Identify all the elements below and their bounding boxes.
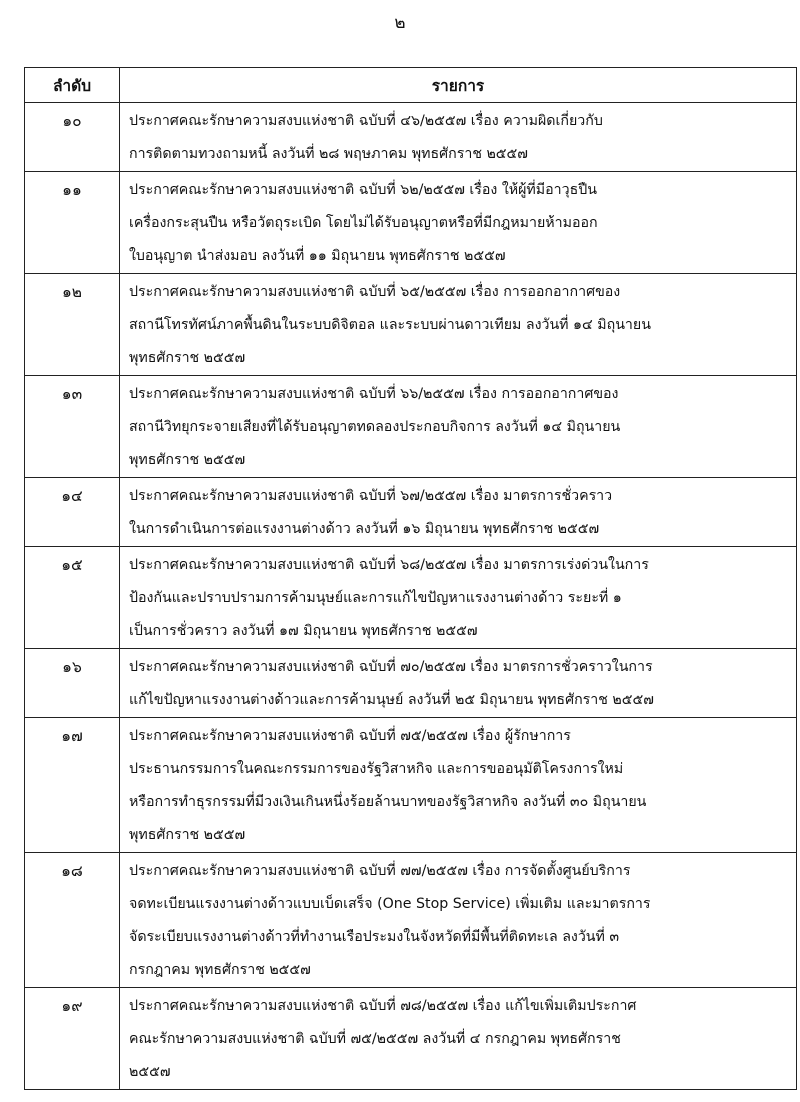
- row-order-number: ๑๙: [25, 988, 120, 1090]
- table-row: [25, 172, 797, 274]
- table-header-row: [25, 68, 797, 103]
- row-item-text: [120, 274, 797, 376]
- item-text-line: ประกาศคณะรักษาความสงบแห่งชาติ ฉบับที่ ๖๕/๒๕๕๗ เรื่อง การออกอากาศของ: [129, 284, 621, 300]
- row-item-text: [120, 478, 797, 547]
- item-text-line: ประกาศคณะรักษาความสงบแห่งชาติ ฉบับที่ ๗๘/๒๕๕๗ เรื่อง แก้ไขเพิ่มเติมประกาศ: [129, 998, 637, 1014]
- table-row: [25, 649, 797, 718]
- item-text-line: สถานีโทรทัศน์ภาคพื้นดินในระบบดิจิตอล และระบบผ่านดาวเทียม ลงวันที่ ๑๔ มิถุนายน: [129, 317, 651, 333]
- header-order: ลำดับ: [25, 68, 120, 103]
- item-text-line: ใบอนุญาต นำส่งมอบ ลงวันที่ ๑๑ มิถุนายน พุทธศักราช ๒๕๕๗: [129, 248, 506, 264]
- item-text-line: แก้ไขปัญหาแรงงานต่างด้าวและการค้ามนุษย์ ลงวันที่ ๒๕ มิถุนายน พุทธศักราช ๒๕๕๗: [129, 692, 654, 708]
- row-order-number: ๑๓: [25, 376, 120, 478]
- item-text-line: ประกาศคณะรักษาความสงบแห่งชาติ ฉบับที่ ๗๗/๒๕๕๗ เรื่อง การจัดตั้งศูนย์บริการ: [129, 863, 631, 879]
- item-text-line: ประกาศคณะรักษาความสงบแห่งชาติ ฉบับที่ ๖๒/๒๕๕๗ เรื่อง ให้ผู้ที่มีอาวุธปืน: [129, 182, 597, 198]
- table-row: [25, 376, 797, 478]
- item-text-line: ๒๕๕๗: [129, 1064, 171, 1080]
- row-order-number: ๑๘: [25, 853, 120, 988]
- item-text-line: ประกาศคณะรักษาความสงบแห่งชาติ ฉบับที่ ๗๐/๒๕๕๗ เรื่อง มาตรการชั่วคราวในการ: [129, 659, 653, 675]
- item-text-line: ประธานกรรมการในคณะกรรมการของรัฐวิสาหกิจ และการขออนุมัติโครงการใหม่: [129, 761, 624, 777]
- row-item-text: [120, 103, 797, 172]
- item-text-line: เครื่องกระสุนปืน หรือวัตถุระเบิด โดยไม่ได้รับอนุญาตหรือที่มีกฎหมายห้ามออก: [129, 215, 598, 231]
- row-order-number: ๑๐: [25, 103, 120, 172]
- item-text-line: คณะรักษาความสงบแห่งชาติ ฉบับที่ ๗๕/๒๕๕๗ ลงวันที่ ๔ กรกฎาคม พุทธศักราช: [129, 1031, 621, 1047]
- row-item-text: [120, 547, 797, 649]
- item-text-line: การติดตามทวงถามหนี้ ลงวันที่ ๒๘ พฤษภาคม พุทธศักราช ๒๕๕๗: [129, 146, 528, 162]
- item-text-line: ป้องกันและปราบปรามการค้ามนุษย์และการแก้ไขปัญหาแรงงานต่างด้าว ระยะที่ ๑: [129, 590, 622, 606]
- row-item-text: [120, 376, 797, 478]
- row-item-text: [120, 853, 797, 988]
- table-row: [25, 853, 797, 988]
- item-text-line: ประกาศคณะรักษาความสงบแห่งชาติ ฉบับที่ ๖๗/๒๕๕๗ เรื่อง มาตรการชั่วคราว: [129, 488, 613, 504]
- item-text-line: กรกฎาคม พุทธศักราช ๒๕๕๗: [129, 962, 311, 978]
- row-order-number: ๑๗: [25, 718, 120, 853]
- table-row: [25, 547, 797, 649]
- table-row: [25, 718, 797, 853]
- row-item-text: [120, 718, 797, 853]
- table-row: [25, 988, 797, 1090]
- item-text-line: จดทะเบียนแรงงานต่างด้าวแบบเบ็ดเสร็จ (One Stop Service) เพิ่มเติม และมาตรการ: [129, 896, 651, 912]
- item-text-line: ประกาศคณะรักษาความสงบแห่งชาติ ฉบับที่ ๗๕/๒๕๕๗ เรื่อง ผู้รักษาการ: [129, 728, 571, 744]
- row-order-number: ๑๖: [25, 649, 120, 718]
- row-item-text: [120, 649, 797, 718]
- page-number: ๒: [394, 13, 406, 33]
- row-item-text: [120, 988, 797, 1090]
- item-text-line: เป็นการชั่วคราว ลงวันที่ ๑๗ มิถุนายน พุทธศักราช ๒๕๕๗: [129, 623, 478, 639]
- item-text-line: ประกาศคณะรักษาความสงบแห่งชาติ ฉบับที่ ๖๖/๒๕๕๗ เรื่อง การออกอากาศของ: [129, 386, 619, 402]
- row-item-text: [120, 172, 797, 274]
- row-order-number: ๑๒: [25, 274, 120, 376]
- table-row: [25, 274, 797, 376]
- row-order-number: ๑๔: [25, 478, 120, 547]
- item-text-line: พุทธศักราช ๒๕๕๗: [129, 452, 246, 468]
- item-text-line: ประกาศคณะรักษาความสงบแห่งชาติ ฉบับที่ ๔๖/๒๕๕๗ เรื่อง ความผิดเกี่ยวกับ: [129, 113, 603, 129]
- item-text-line: สถานีวิทยุกระจายเสียงที่ได้รับอนุญาตทดลองประกอบกิจการ ลงวันที่ ๑๔ มิถุนายน: [129, 419, 621, 435]
- row-order-number: ๑๕: [25, 547, 120, 649]
- table-row: [25, 478, 797, 547]
- item-text-line: ในการดำเนินการต่อแรงงานต่างด้าว ลงวันที่ ๑๖ มิถุนายน พุทธศักราช ๒๕๕๗: [129, 521, 600, 537]
- item-text-line: จัดระเบียบแรงงานต่างด้าวที่ทำงานเรือประมงในจังหวัดที่มีพื้นที่ติดทะเล ลงวันที่ ๓: [129, 929, 620, 945]
- item-text-line: พุทธศักราช ๒๕๕๗: [129, 827, 246, 843]
- table-row: [25, 103, 797, 172]
- document-table: [24, 67, 797, 1090]
- item-text-line: พุทธศักราช ๒๕๕๗: [129, 350, 246, 366]
- table-body: [25, 103, 797, 1090]
- item-text-line: หรือการทำธุรกรรมที่มีวงเงินเกินหนึ่งร้อยล้านบาทของรัฐวิสาหกิจ ลงวันที่ ๓๐ มิถุนายน: [129, 794, 647, 810]
- row-order-number: ๑๑: [25, 172, 120, 274]
- header-item: รายการ: [120, 68, 797, 103]
- item-text-line: ประกาศคณะรักษาความสงบแห่งชาติ ฉบับที่ ๖๘/๒๕๕๗ เรื่อง มาตรการเร่งด่วนในการ: [129, 557, 649, 573]
